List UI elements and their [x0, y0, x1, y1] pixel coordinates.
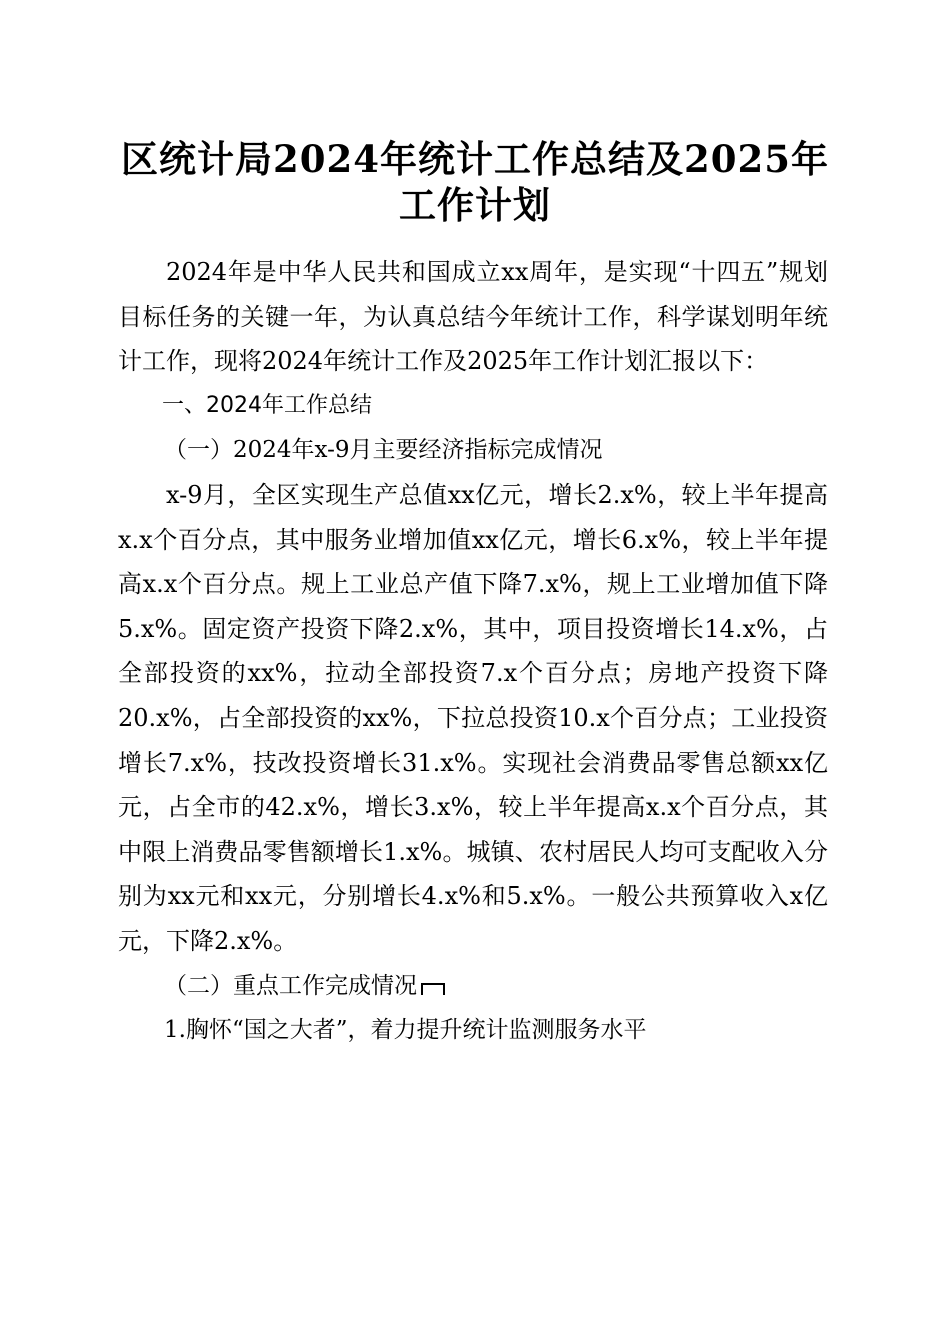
section-heading-1: 一、2024年工作总结 [162, 392, 372, 418]
text-cursor-mark-icon [421, 983, 445, 995]
item-heading-1: 1.胸怀“国之大者”，着力提升统计监测服务水平 [164, 1017, 647, 1044]
intro-paragraph: 2024年是中华人民共和国成立xx周年，是实现“十四五”规划目标任务的关键一年，为认真总结今年统计工作，科学谋划明年统计工作，现将2024年统计工作及2025年工作计划汇报以下： [118, 258, 828, 376]
subsection-heading-1: （一）2024年x-9月主要经济指标完成情况 [164, 437, 603, 464]
document-body [118, 250, 828, 1053]
subsection-heading-2-line [118, 964, 828, 1009]
subsection-heading-2: （二）重点工作完成情况 [164, 972, 417, 999]
subsection-paragraph-1: x-9月，全区实现生产总值xx亿元，增长2.x%，较上半年提高x.x个百分点，其中服务业增加值xx亿元，增长6.x%，较上半年提高x.x个百分点。规上工业总产值下降7.x%，规上工业增加值下降5.x%。固定资产投资下降2.x%，其中，项目投资增长14.x%，占全部投资的xx%，拉动全部投资7.x个百分点；房地产投资下降20.x%，占全部投资的xx%，下拉总投资10.x个百分点；工业投资增长7.x%，技改投资增长31.x%。实现社会消费品零售总额xx亿元，占全市的42.x%，增长3.x%，较上半年提高x.x个百分点，其中限上消费品零售额增长1.x%。城镇、农村居民人均可支配收入分别为xx元和xx元，分别增长4.x%和5.x%。一般公共预算收入x亿元，下降2.x%。 [118, 480, 828, 955]
document-title: 区统计局2024年统计工作总结及2025年工作计划 [121, 137, 829, 227]
